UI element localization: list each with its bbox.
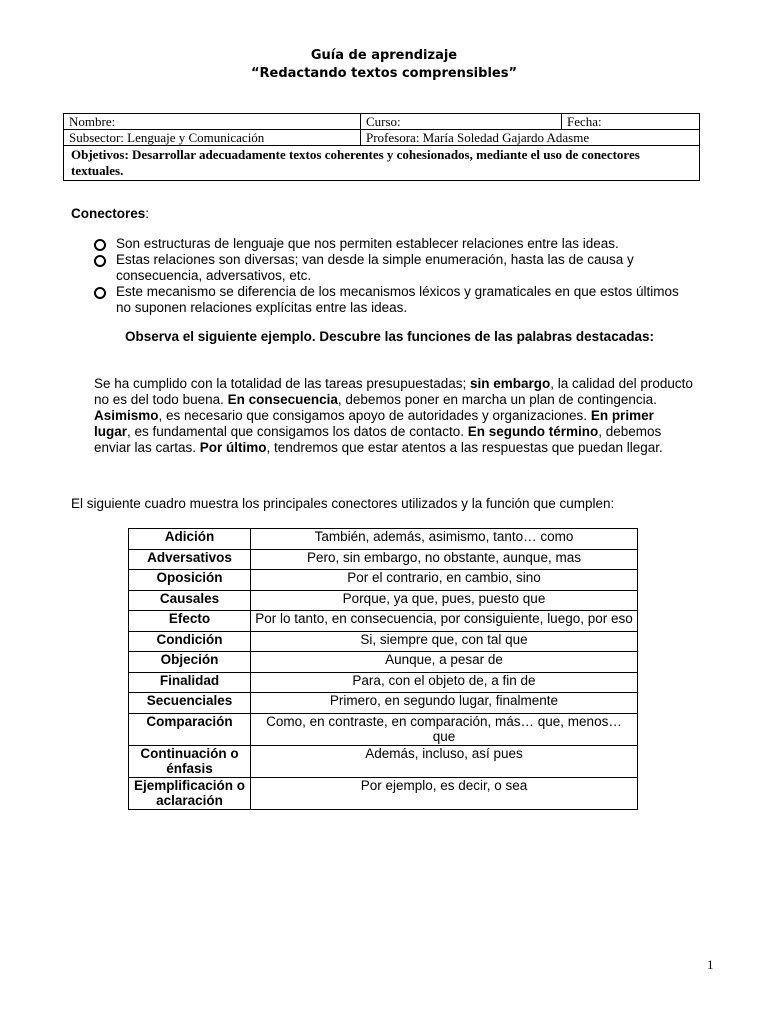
highlighted-connector: En consecuencia xyxy=(227,392,338,407)
connector-words: Como, en contraste, en comparación, más… que, menos… que xyxy=(251,713,638,745)
table-row xyxy=(129,652,638,673)
connector-words: Por el contrario, en cambio, sino xyxy=(251,570,638,591)
connector-category: Ejemplificación o aclaración xyxy=(129,777,251,809)
connector-words: Aunque, a pesar de xyxy=(251,652,638,673)
objetivos-field: Objetivos: Desarrollar adecuadamente textos coherentes y cohesionados, mediante el uso de conectores textuales. xyxy=(64,146,700,181)
connectors-table xyxy=(128,528,638,810)
table-row xyxy=(129,693,638,714)
list-item xyxy=(94,252,694,284)
highlighted-connector: sin embargo xyxy=(470,376,551,391)
circle-bullet-icon xyxy=(94,287,106,299)
bullet-text: Son estructuras de lenguaje que nos permiten establecer relaciones entre las ideas. xyxy=(116,236,619,251)
connector-words: También, además, asimismo, tanto… como xyxy=(251,529,638,550)
table-row xyxy=(129,529,638,550)
example-text: , la calidad del producto no es del todo buena. xyxy=(94,376,693,407)
example-text: , es fundamental que consigamos los datos de contacto. xyxy=(127,424,468,439)
connector-words: Por ejemplo, es decir, o sea xyxy=(251,777,638,809)
document-title: Guía de aprendizaje xyxy=(310,48,458,63)
section-heading-text: Conectores xyxy=(71,206,146,221)
connector-category: Adición xyxy=(129,529,251,550)
table-row xyxy=(129,570,638,591)
connector-category: Efecto xyxy=(129,611,251,632)
list-item xyxy=(94,284,694,316)
example-text: , debemos enviar las cartas. xyxy=(94,424,662,455)
curso-field: Curso: xyxy=(361,114,562,130)
list-item xyxy=(94,236,694,252)
connector-category: Oposición xyxy=(129,570,251,591)
table-row xyxy=(129,590,638,611)
connector-category: Causales xyxy=(129,590,251,611)
document-subtitle: “Redactando textos comprensibles” xyxy=(250,66,517,81)
connector-category: Comparación xyxy=(129,713,251,745)
table-row xyxy=(129,672,638,693)
connector-category: Continuación o énfasis xyxy=(129,745,251,777)
example-text: , tendremos que estar atentos a las respuestas que puedan llegar. xyxy=(266,440,663,455)
connector-words: Porque, ya que, pues, puesto que xyxy=(251,590,638,611)
connector-category: Adversativos xyxy=(129,549,251,570)
example-paragraph xyxy=(94,376,694,456)
bullet-list xyxy=(94,236,694,316)
connector-words: Si, siempre que, con tal que xyxy=(251,631,638,652)
connector-words: Para, con el objeto de, a fin de xyxy=(251,672,638,693)
table-row xyxy=(129,745,638,777)
connector-category: Finalidad xyxy=(129,672,251,693)
table-row xyxy=(129,631,638,652)
connector-category: Condición xyxy=(129,631,251,652)
table-row xyxy=(129,713,638,745)
connector-words: Además, incluso, así pues xyxy=(251,745,638,777)
highlighted-connector: En segundo término xyxy=(467,424,599,439)
connector-category: Secuenciales xyxy=(129,693,251,714)
table-intro: El siguiente cuadro muestra los principales conectores utilizados y la función que cumplen: xyxy=(71,496,615,511)
profesora-field: Profesora: María Soledad Gajardo Adasme xyxy=(361,130,700,146)
bullet-text: Estas relaciones son diversas; van desde la simple enumeración, hasta las de causa y consecuencia, adversativos, etc. xyxy=(116,252,634,283)
highlighted-connector: En primer lugar xyxy=(94,408,654,439)
nombre-field: Nombre: xyxy=(64,114,361,130)
highlighted-connector: Por último xyxy=(199,440,267,455)
section-heading-colon: : xyxy=(145,206,150,221)
bullet-text: Este mecanismo se diferencia de los mecanismos léxicos y gramaticales en que estos últimos no suponen relaciones explícitas entre las ideas. xyxy=(116,284,679,315)
instruction: Observa el siguiente ejemplo. Descubre las funciones de las palabras destacadas: xyxy=(125,329,654,344)
connector-words: Primero, en segundo lugar, finalmente xyxy=(251,693,638,714)
fecha-field: Fecha: xyxy=(562,114,700,130)
highlighted-connector: Asimismo xyxy=(94,408,159,423)
example-text: , debemos poner en marcha un plan de contingencia. xyxy=(337,392,657,407)
example-text: Se ha cumplido con la totalidad de las tareas presupuestadas; xyxy=(94,376,470,391)
table-row xyxy=(129,549,638,570)
table-row xyxy=(129,611,638,632)
connector-words: Por lo tanto, en consecuencia, por consiguiente, luego, por eso xyxy=(251,611,638,632)
circle-bullet-icon xyxy=(94,239,106,251)
example-text: , es necesario que consigamos apoyo de autoridades y organizaciones. xyxy=(158,408,591,423)
circle-bullet-icon xyxy=(94,255,106,267)
section-heading xyxy=(71,206,149,221)
student-info-table xyxy=(63,113,700,181)
page-number: 1 xyxy=(707,957,714,972)
table-row xyxy=(129,777,638,809)
connector-category: Objeción xyxy=(129,652,251,673)
connector-words: Pero, sin embargo, no obstante, aunque, mas xyxy=(251,549,638,570)
subsector-field: Subsector: Lenguaje y Comunicación xyxy=(64,130,361,146)
